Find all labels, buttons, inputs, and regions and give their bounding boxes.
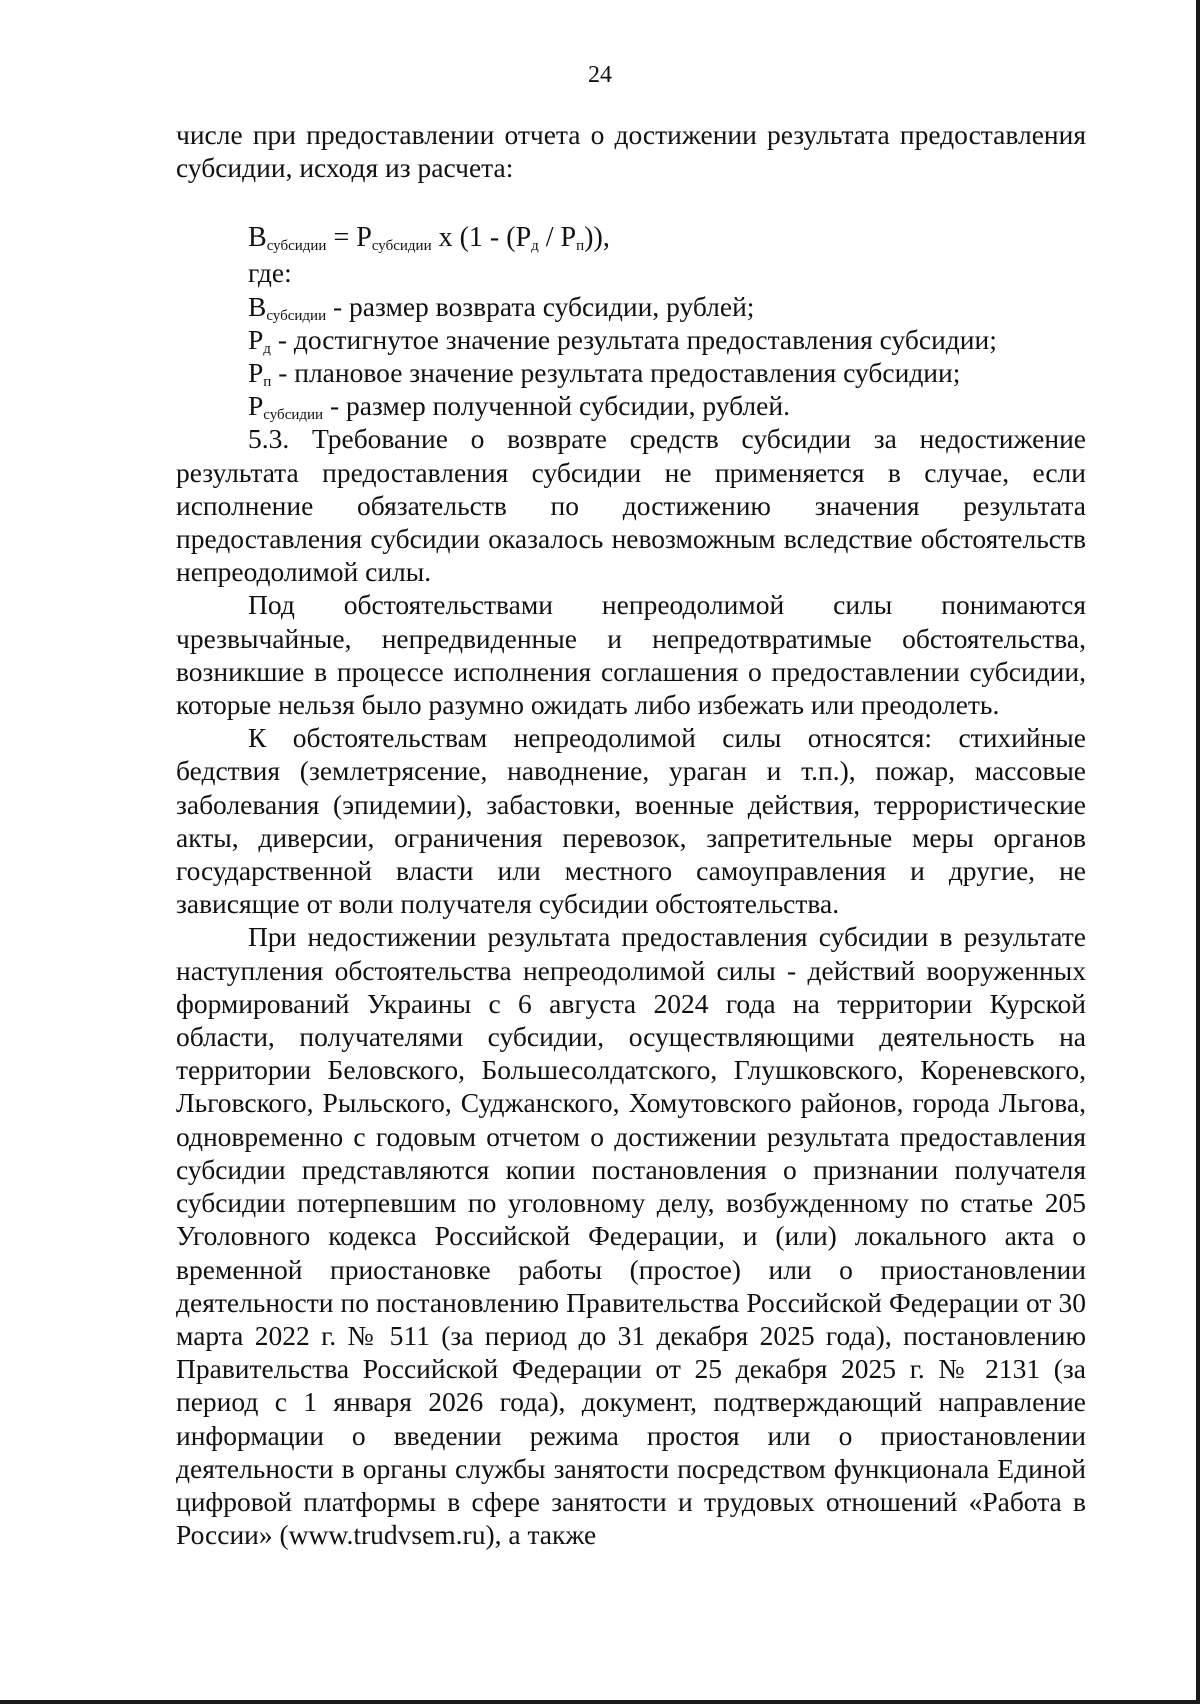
- formula-operator: x: [438, 222, 453, 254]
- page-number: 24: [588, 62, 612, 88]
- kursk-region-paragraph: При недостижении результата предоставления субсидии в результате наступления обстоятельства непреодолимой силы - действий вооруженных формирований Украины с 6 августа 2024 года на территории Курской области, получателями субсидии, осуществляющими деятельность на территории Беловского, Большесолдатского, Глушковского, Кореневского, Льговского, Рыльского, Суджанского, Хомутовского районов, города Льгова, одновременно с годовым отчетом о достижении результата предоставления субсидии представляются копии постановления о признании получателя субсидии потерпевшим по уголовному делу, возбужденному по статье 205 Уголовного кодекса Российской Федерации, и (или) локального акта о временной приостановке работы (простое) или о приостановлении деятельности по постановлению Правительства Российской Федерации от 30 марта 2022 г. № 511 (за период до 31 декабря 2025 года), постановлению Правительства Российской Федерации от 25 декабря 2025 г. № 2131 (за период с 1 января 2026 года), документ, подтверждающий направление информации о введении режима простоя или о приостановлении деятельности в органы службы занятости посредством функционала Единой цифровой платформы в сфере занятости и трудовых отношений «Работа в России» (www.trudvsem.ru), а также: [176, 921, 1086, 1551]
- force-majeure-definition-paragraph: Под обстоятельствами непреодолимой силы понимаются чрезвычайные, непредвиденные и непредотвратимые обстоятельства, возникшие в процессе исполнения соглашения о предоставлении субсидии, которые нельзя было разумно ожидать либо избежать или преодолеть.: [176, 589, 1086, 721]
- intro-paragraph: числе при предоставлении отчета о достижении результата предоставления субсидии, исходя из расчета:: [176, 119, 1086, 184]
- definition-item: $P_{субсидии}$ - размер полученной субсидии, рублей.: [248, 390, 790, 424]
- definition-item: $P_д$ - достигнутое значение результата предоставления субсидии;: [248, 323, 997, 357]
- force-majeure-list-paragraph: К обстоятельствам непреодолимой силы относятся: стихийные бедствия (землетрясение, наводнение, ураган и т.п.), пожар, массовые заболевания (эпидемии), забастовки, военные действия, террористические акты, диверсии, ограничения перевозок, запретительные меры органов государственной власти или местного самоуправления и другие, не зависящие от воли получателя субсидии обстоятельства.: [176, 722, 1086, 920]
- refund-formula: [248, 220, 1086, 256]
- where-label: где:: [248, 257, 292, 289]
- formula-rhs: $P_{субсидии}$: [356, 222, 432, 255]
- formula-ratio: $(1 - (P_д / P_п))$,: [459, 222, 610, 255]
- scan-border-right: [1196, 0, 1200, 1704]
- section-5-3-paragraph: 5.3. Требование о возврате средств субсидии за недостижение результата предоставления субсидии не применяется в случае, если исполнение обязательств по достижению значения результата предоставления субсидии оказалось невозможным вследствие обстоятельств непреодолимой силы.: [176, 423, 1086, 588]
- document-body: [176, 118, 1086, 1551]
- scan-border-bottom: [0, 1700, 1200, 1704]
- definition-item: $B_{субсидии}$ - размер возврата субсидии, рублей;: [248, 290, 755, 324]
- definition-item: $P_п$ - плановое значение результата предоставления субсидии;: [248, 357, 961, 391]
- formula-equals: =: [333, 222, 350, 254]
- formula-lhs: $B_{субсидии}$: [248, 222, 327, 255]
